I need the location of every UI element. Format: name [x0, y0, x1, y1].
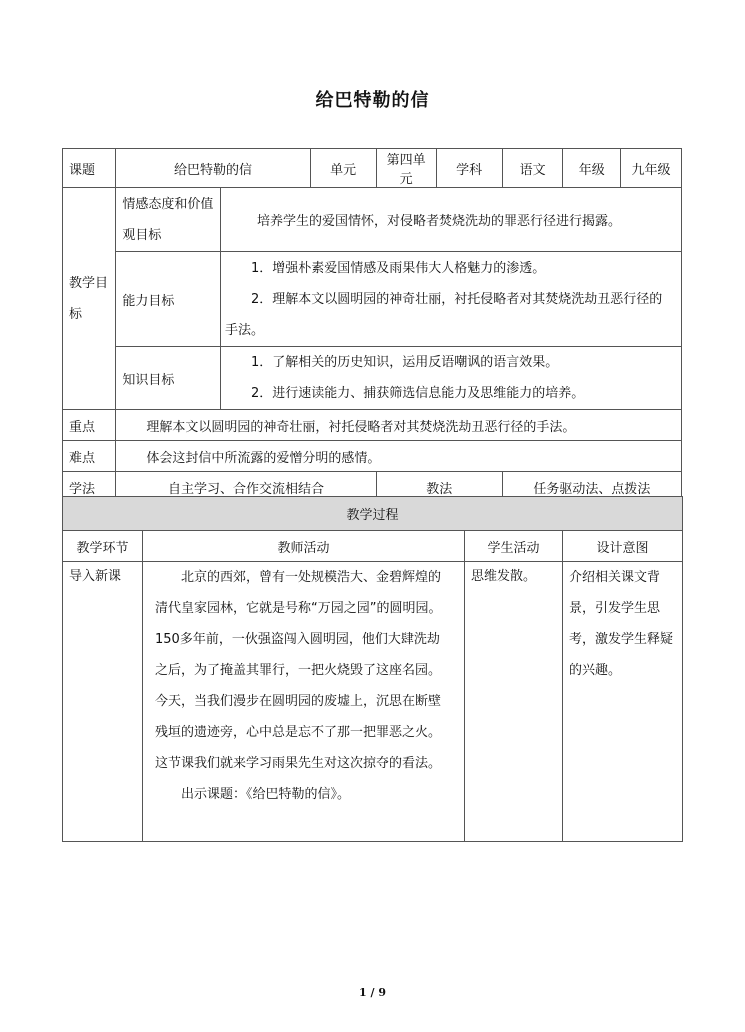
subject-label: 学科 — [436, 149, 502, 188]
knowledge-goal-1: 1．了解相关的历史知识，运用反语嘲讽的语言效果。 — [250, 355, 559, 370]
key-point-label: 重点 — [63, 410, 116, 441]
emotion-goal-text: 培养学生的爱国情怀，对侵略者焚烧洗劫的罪恶行径进行揭露。 — [220, 188, 681, 252]
grade-label: 年级 — [563, 149, 621, 188]
ability-goal-row — [63, 252, 682, 347]
document-title: 给巴特勒的信 — [315, 90, 430, 111]
teach-method-label: 教法 — [376, 472, 502, 504]
ability-goal-2: 2．理解本文以圆明园的神奇壮丽，衬托侵略者对其焚烧洗劫丑恶行径的手法。 — [224, 291, 663, 338]
design-intent-cell: 介绍相关课文背景，引发学生思考，激发学生释疑的兴趣。 — [563, 562, 683, 842]
teaching-process-table — [62, 496, 683, 842]
course-row — [63, 149, 682, 188]
ability-goal-1: 1．增强朴素爱国情感及雨果伟大人格魅力的渗透。 — [250, 260, 546, 276]
table-row — [63, 562, 683, 842]
difficulty-text: 体会这封信中所流露的爱憎分明的感情。 — [116, 441, 682, 472]
course-value: 给巴特勒的信 — [116, 149, 310, 188]
col-stage-header: 教学环节 — [63, 531, 143, 562]
unit-label: 单元 — [310, 149, 376, 188]
goals-label: 教学目标 — [63, 188, 116, 410]
emotion-goal-label: 情感态度和价值观目标 — [116, 188, 221, 252]
process-title: 教学过程 — [63, 497, 683, 531]
process-header-row — [63, 531, 683, 562]
col-intent-header: 设计意图 — [563, 531, 683, 562]
study-method-value: 自主学习、合作交流相结合 — [116, 472, 376, 504]
lesson-info-table — [62, 148, 682, 504]
process-title-row — [63, 497, 683, 531]
study-method-label: 学法 — [63, 472, 116, 504]
unit-value: 第四单元 — [376, 149, 436, 188]
knowledge-goal-label: 知识目标 — [116, 347, 221, 410]
key-point-text: 理解本文以圆明园的神奇壮丽，衬托侵略者对其焚烧洗劫丑恶行径的手法。 — [116, 410, 682, 441]
teach-method-value: 任务驱动法、点拨法 — [502, 472, 681, 504]
key-point-row — [63, 410, 682, 441]
col-teacher-header: 教师活动 — [143, 531, 465, 562]
difficulty-label: 难点 — [63, 441, 116, 472]
ability-goal-label: 能力目标 — [116, 252, 221, 347]
student-activity-cell: 思维发散。 — [465, 562, 563, 842]
knowledge-goal-row — [63, 347, 682, 410]
stage-cell: 导入新课 — [63, 562, 143, 842]
teacher-activity-topic: 出示课题：《给巴特勒的信》。 — [181, 787, 351, 802]
col-student-header: 学生活动 — [465, 531, 563, 562]
page-number: 1 / 9 — [359, 986, 386, 999]
course-label: 课题 — [63, 149, 116, 188]
emotion-goal-row — [63, 188, 682, 252]
subject-value: 语文 — [502, 149, 563, 188]
grade-value: 九年级 — [621, 149, 682, 188]
knowledge-goal-2: 2．进行速读能力、捕获筛选信息能力及思维能力的培养。 — [250, 386, 585, 401]
teacher-activity-text: 北京的西郊，曾有一处规模浩大、金碧辉煌的清代皇家园林，它就是号称“万园之园”的圆明园。150多年前，一伙强盗闯入圆明园，他们大肆洗劫之后，为了掩盖其罪行，一把火烧毁了这座名园。今天，当我们漫步在圆明园的废墟上，沉思在断壁残垣的遗迹旁，心中总是忘不了那一把罪恶之火。这节课我们就来学习雨果先生对这次掠夺的看法。 — [155, 570, 442, 771]
difficulty-row — [63, 441, 682, 472]
